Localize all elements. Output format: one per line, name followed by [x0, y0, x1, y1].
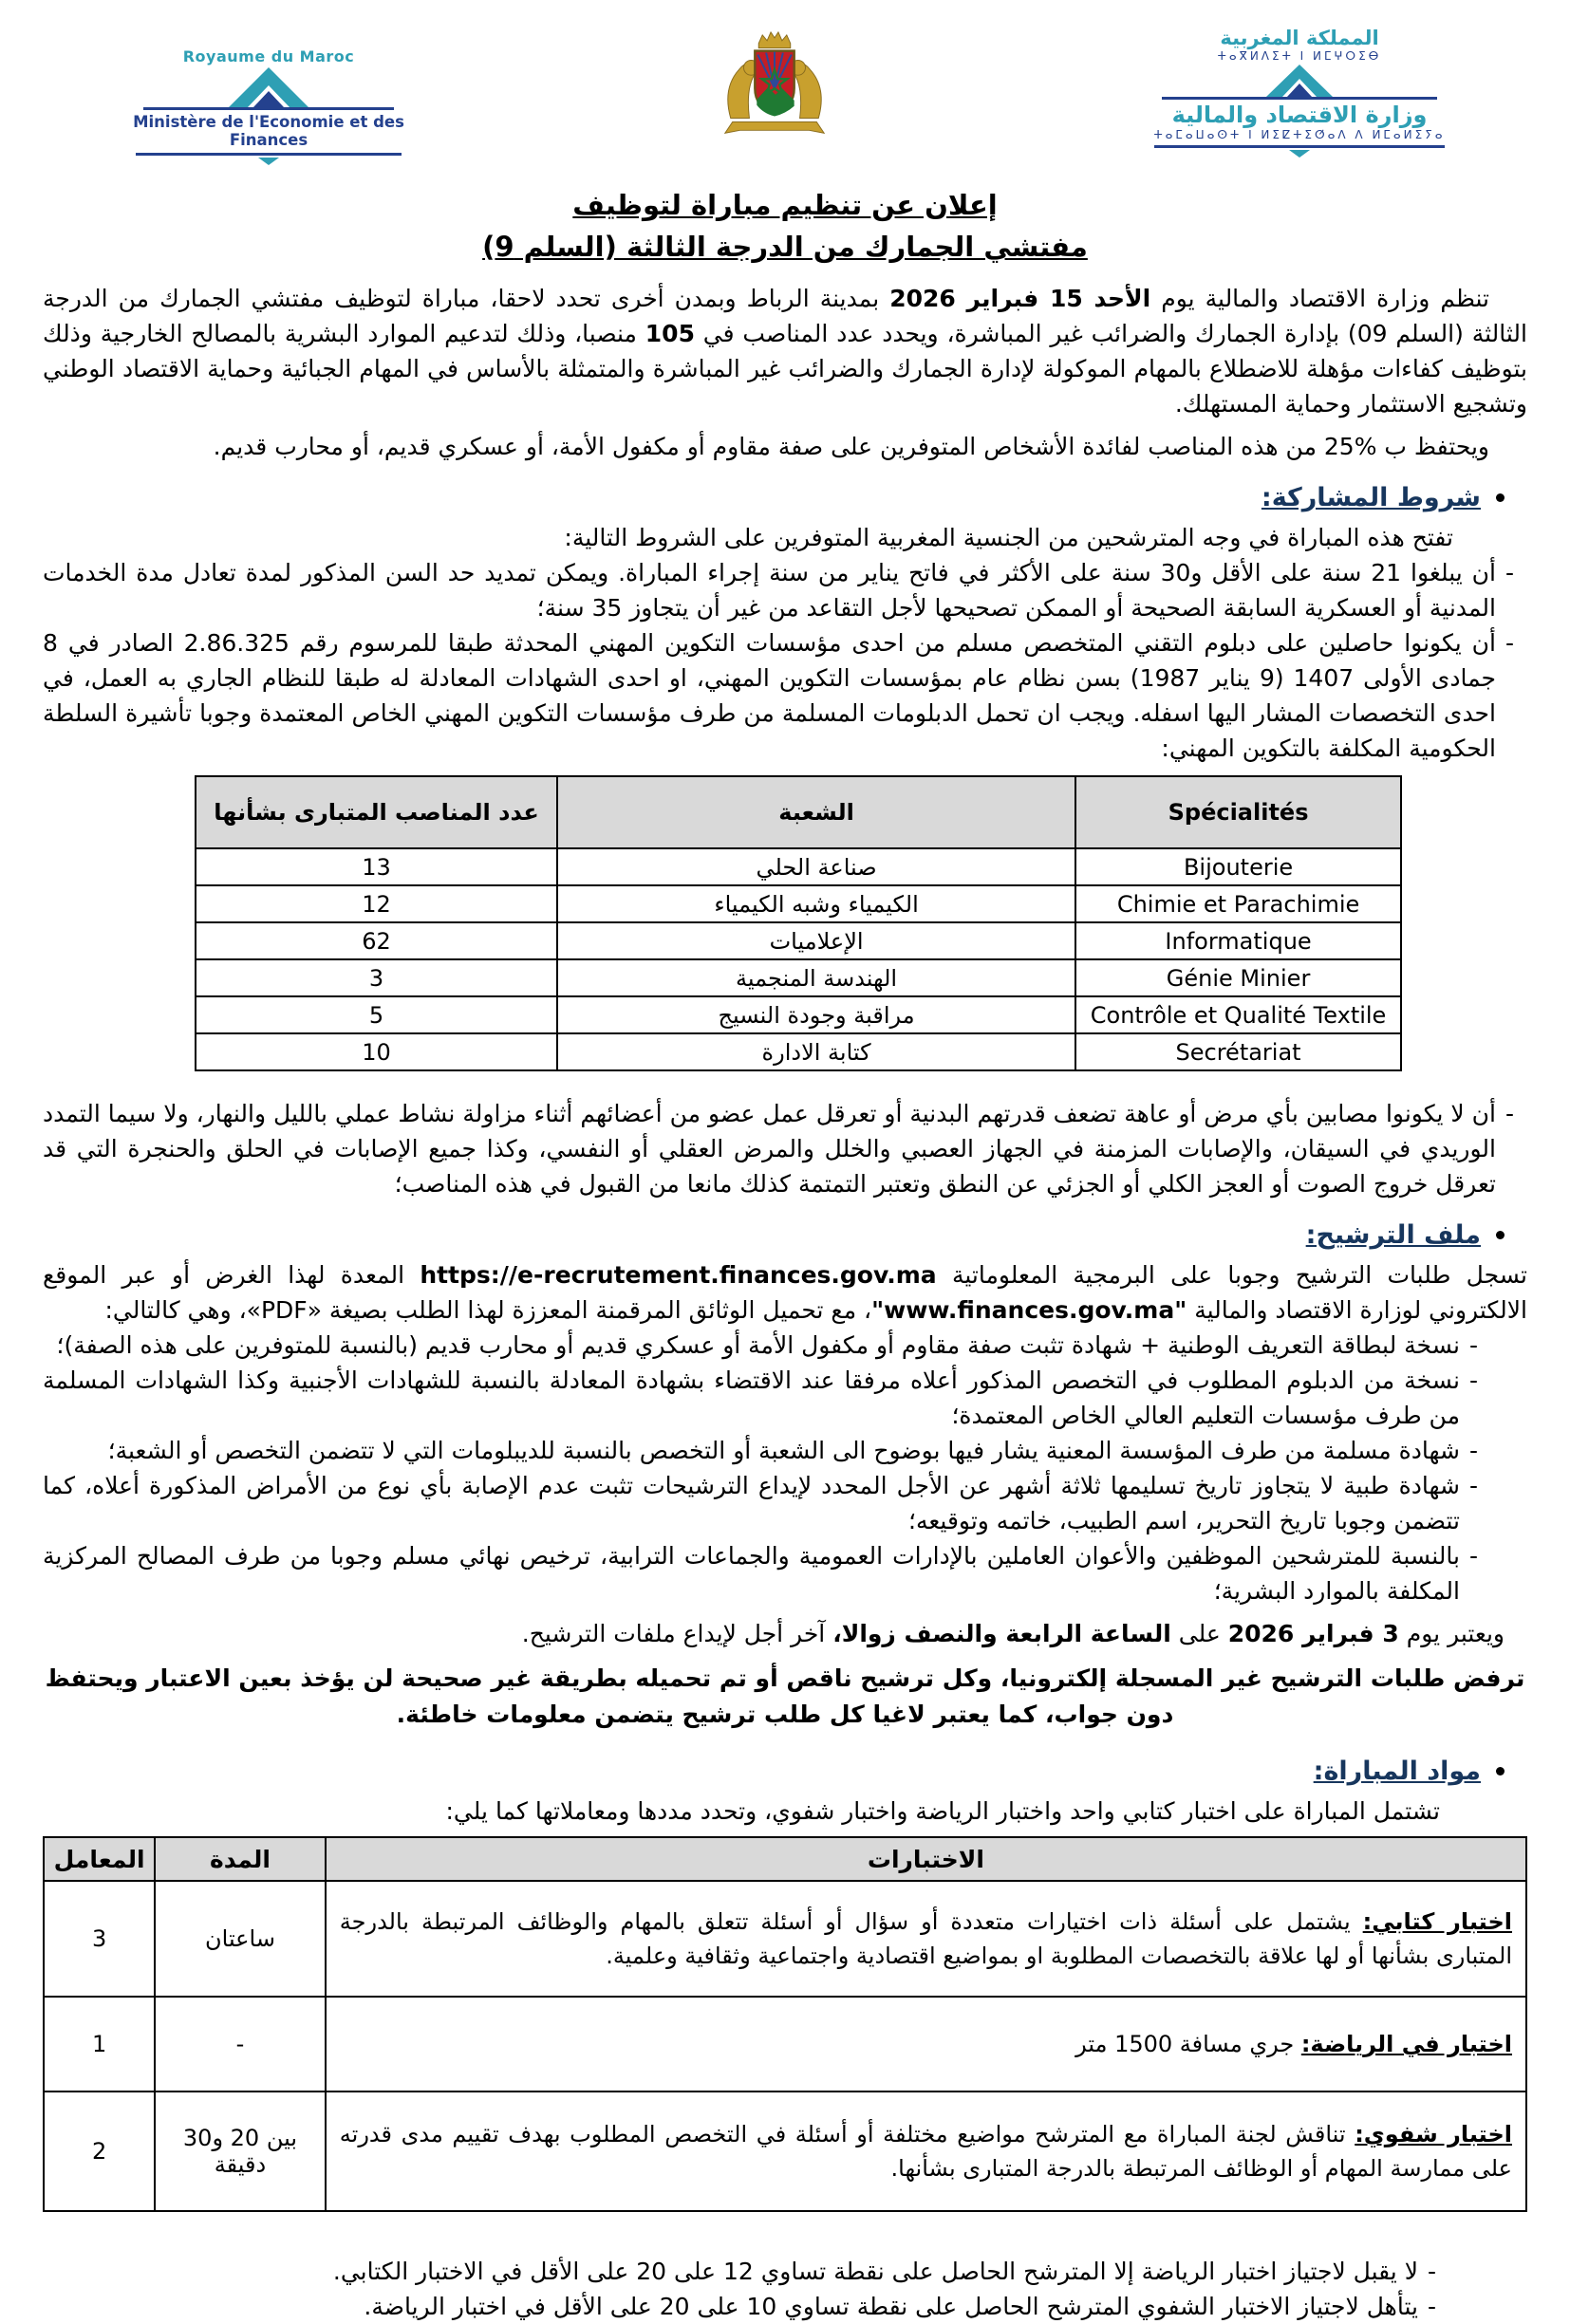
final-notes	[43, 2254, 1527, 2324]
bullet-icon	[1496, 493, 1505, 502]
note-sport-threshold: - يتأهل لاجتياز الاختبار الشفوي المترشح الحاصل على نقطة تساوي 10 على 20 على الأقل في اختبار الرياضة.	[364, 2293, 1436, 2320]
condition-health-wrap	[43, 1096, 1527, 1201]
exam-date: الأحد 15 فبراير 2026	[889, 285, 1151, 312]
document-employer-authorization: - بالنسبة للمترشحين الموظفين والأعوان العاملين بالإدارات العمومية والجماعات الترابية، ترخيص نهائي مسلم وجوبا من طرف المصالح المركزية المكلفة بالموارد البشرية؛	[43, 1542, 1478, 1605]
document-branch-attestation: - شهادة مسلمة من طرف المؤسسة المعنية يشار فيها بوضوح الى الشعبة أو التخصص بالنسبة للديبلومات التي لا تتضمن التخصص أو الشعبة؛	[107, 1437, 1478, 1464]
note-written-threshold: - لا يقبل لاجتياز اختبار الرياضة إلا المترشح الحاصل على نقطة تساوي 12 على 20 على الأقل في الاختبار الكتابي.	[332, 2258, 1436, 2285]
header-tests: الاختبارات	[326, 1837, 1526, 1881]
condition-health: - أن لا يكونوا مصابين بأي مرض أو عاهة تضعف قدرتهم البدنية أو تعرقل عمل عضو من أعضائهم أثناء مزاولة نشاط عملي بالليل والنهار، ولا سيما التمدد الوريدي في السيقان، والإصابات المزمنة في الجهاز العصبي والخلل والمرض العقلي أو النفسي، وكذا جميع الإصابات في الحلق والحنجرة التي قد تعرقل خروج الصوت أو العجز الكلي أو الجزئي عن النطق وتعتبر التمتمة كذلك مانعا من القبول في هذه المناصب؛	[43, 1100, 1514, 1198]
exam-intro: تشتمل المباراة على اختبار كتابي واحد واختبار الرياضة واختبار شفوي، وتحدد مددها ومعاملاتها كما يلي:	[445, 1797, 1440, 1825]
exam-row-sport: اختبار في الرياضة: جري مسافة 1500 متر - 1	[44, 1997, 1526, 2092]
rejection-warning: ترفض طلبات الترشيح غير المسجلة إلكترونيا، وكل ترشيح ناقص أو تم تحميله بطريقة غير صحيحة لن يؤخذ بعين الاعتبار ويحتفظ دون جواب، كما يعتبر لاغيا كل طلب ترشيح يتضمن معلومات خاطئة.	[45, 1664, 1525, 1728]
header-specialty-fr: Spécialités	[1075, 776, 1401, 848]
ministry-label-fr: Ministère de l'Economie et des Finances	[133, 113, 404, 149]
oral-test-coefficient: 2	[44, 2092, 155, 2211]
document-header	[43, 21, 1527, 171]
header-coefficient: المعامل	[44, 1837, 155, 1881]
bullet-icon	[1496, 1231, 1505, 1239]
table-row: Secrétariat كتابة الادارة 10	[196, 1033, 1401, 1070]
logo-baseline-icon	[1143, 143, 1456, 158]
quota-paragraph: ويحتفظ ب %25 من هذه المناصب لفائدة الأشخاص المتوفرين على صفة مقاوم أو مكفول الأمة، أو عسكري قديم، أو محارب قديم.	[213, 433, 1489, 460]
exam-header-row	[44, 1837, 1526, 1881]
exam-row-oral: اختبار شفوي: تناقش لجنة المباراة مع المترشح مواضيع مختلفة أو أسئلة في التخصص المطلوب بهدف تقييم مدى قدرته على ممارسة المهام أو الوظائف المرتبطة بالدرجة المتبارى بشأنها. بين 20 و30 دقيقة 2	[44, 2092, 1526, 2211]
ministry-logo-french	[117, 27, 421, 166]
table-row: Contrôle et Qualité Textile مراقبة وجودة النسيج 5	[196, 996, 1401, 1033]
kingdom-label-tifinagh: ⵜⴰⴳⵍⴷⵉⵜ ⵏ ⵍⵎⵖⵔⵉⴱ	[1217, 49, 1382, 63]
header-branch-ar: الشعبة	[557, 776, 1075, 848]
ministry-triangle-icon	[126, 67, 411, 111]
deadline-paragraph: ويعتبر يوم 3 فبراير 2026 على الساعة الرابعة والنصف زوالا، آخر أجل لإيداع ملفات الترشيح.	[521, 1620, 1505, 1647]
section-application	[43, 1220, 1527, 1250]
section-participation-title: شروط المشاركة:	[1261, 483, 1481, 512]
oral-test-duration: بين 20 و30 دقيقة	[155, 2092, 326, 2211]
kingdom-label-ar: المملكة المغربية	[1220, 27, 1379, 49]
ministry-logo-arabic	[1129, 27, 1470, 158]
application-paragraph: تسجل طلبات الترشيح وجوبا على البرمجية المعلوماتية https://e-recrutement.finances.gov.ma المعدة لهذا الغرض أو عبر الموقع الالكتروني لوزارة الاقتصاد والمالية "www.finances.gov.ma"، مع تحميل الوثائق المرقمنة المعززة لهذا الطلب بصيغة «PDF»، وهي كالتالي:	[43, 1261, 1527, 1324]
moroccan-coat-of-arms	[714, 28, 835, 140]
specialties-header-row	[196, 776, 1401, 848]
oral-test-label: اختبار شفوي:	[1355, 2121, 1512, 2147]
sport-test-coefficient: 1	[44, 1997, 155, 2092]
document-id-card: - نسخة لبطاقة التعريف الوطنية + شهادة تثبت صفة مقاوم أو مكفول الأمة أو عسكري قديم أو محارب قديم (بالنسبة للمتوفرين على هذه الصفة)؛	[56, 1331, 1478, 1359]
section-participation	[43, 483, 1527, 512]
written-test-label: اختبار كتابي:	[1362, 1908, 1512, 1935]
written-test-coefficient: 3	[44, 1881, 155, 1997]
section-exam-title: مواد المباراة:	[1313, 1757, 1481, 1786]
deadline-time: الساعة الرابعة والنصف زوالا،	[832, 1620, 1171, 1647]
ministry-label-ar: وزارة الاقتصاد والمالية	[1171, 102, 1428, 128]
exam-table	[43, 1836, 1527, 2212]
application-documents-list	[43, 1328, 1527, 1608]
sport-test-duration: -	[155, 1997, 326, 2092]
kingdom-label-fr: Royaume du Maroc	[182, 47, 355, 65]
ministry-website-url: "www.finances.gov.ma"	[871, 1296, 1187, 1324]
posts-count: 105	[645, 320, 695, 347]
recruitment-url: https://e-recrutement.finances.gov.ma	[420, 1261, 937, 1289]
deadline-date: 3 فبراير 2026	[1227, 1620, 1399, 1647]
table-row: Informatique الإعلاميات 62	[196, 922, 1401, 959]
ministry-triangle-icon	[1143, 65, 1456, 101]
table-row: Chimie et Parachimie الكيمياء وشبه الكيمياء 12	[196, 885, 1401, 922]
title-line-1: إعلان عن تنظيم مباراة لتوظيف	[572, 189, 998, 221]
table-row: Génie Minier الهندسة المنجمية 3	[196, 959, 1401, 996]
participation-intro: تفتح هذه المباراة في وجه المترشحين من الجنسية المغربية المتوفرين على الشروط التالية:	[564, 524, 1453, 551]
announcement-title	[43, 184, 1527, 268]
exam-row-written: اختبار كتابي: يشتمل على أسئلة ذات اختيارات متعددة أو سؤال أو أسئلة تتعلق بالمهام والوظائف المرتبطة بالدرجة المتبارى بشأنها أو لها علاقة بالتخصصات المطلوبة او بمواضيع اقتصادية واجتماعية وثقافية وعلمية. ساعتان 3	[44, 1881, 1526, 1997]
section-application-title: ملف الترشيح:	[1305, 1220, 1481, 1250]
header-posts-count: عدد المناصب المتبارى بشأنها	[196, 776, 557, 848]
logo-baseline-icon	[126, 151, 411, 166]
document-diploma-copy: - نسخة من الدبلوم المطلوب في التخصص المذكور أعلاه مرفقا عند الاقتضاء بشهادة المعادلة بالنسبة للشهادات الأجنبية وكذا الشهادات المسلمة من طرف مؤسسات التعليم العالي الخاص المعتمدة؛	[43, 1367, 1478, 1429]
written-test-duration: ساعتان	[155, 1881, 326, 1997]
condition-diploma: - أن يكونوا حاصلين على دبلوم التقني المتخصص مسلم من احدى مؤسسات التكوين المهني المحدثة طبقا للمرسوم رقم 2.86.325 الصادر في 8 جمادى الأولى 1407 (9 يناير 1987) بسن نظام عام بمؤسسات التكوين المهني، او احدى الشهادات المعادلة له طبقا للنظام الجاري به العمل، في احدى التخصصات المشار اليها اسفله. ويجب ان تحمل الدبلومات المسلمة من طرف مؤسسات التكوين المهني الخاص المعتمدة وجوبا تأشيرة السلطة الحكومية المكلفة بالتكوين المهني:	[43, 629, 1514, 762]
participation-conditions-list	[43, 555, 1527, 766]
sport-test-label: اختبار في الرياضة:	[1300, 2031, 1512, 2057]
ministry-label-tifinagh: ⵜⴰⵎⴰⵡⴰⵙⵜ ⵏ ⵍⵉⵇⵜⵉⵚⴰⴷ ⴷ ⵍⵎⴰⵍⵉⵢⴰ	[1153, 128, 1446, 141]
header-duration: المدة	[155, 1837, 326, 1881]
section-exam	[43, 1757, 1527, 1786]
intro-paragraph: تنظم وزارة الاقتصاد والمالية يوم الأحد 15 فبراير 2026 بمدينة الرباط وبمدن أخرى تحدد لاحقا، مباراة لتوظيف مفتشي الجمارك من الدرجة الثالثة (السلم 09) بإدارة الجمارك والضرائب غير المباشرة، ويحدد عدد المناصب في 105 منصبا، وذلك لتدعيم الموارد البشرية بالمصالح الخارجية وذلك بتوظيف كفاءات مؤهلة للاضطلاع بالمهام الموكولة لإدارة الجمارك والضرائب غير المباشرة والمتمثلة بالأساس في المهام الجبائية وحماية الاقتصاد الوطني وتشجيع الاستثمار وحماية المستهلك.	[43, 285, 1527, 418]
bullet-icon	[1496, 1767, 1505, 1776]
table-row: Bijouterie صناعة الحلي 13	[196, 848, 1401, 885]
specialties-table	[195, 775, 1402, 1071]
title-line-2: مفتشي الجمارك من الدرجة الثالثة (السلم 9)	[482, 231, 1088, 263]
document-medical-certificate: - شهادة طبية لا يتجاوز تاريخ تسليمها ثلاثة أشهر عن الأجل المحدد لإيداع الترشيحات تثبت عدم الإصابة بأي نوع من الأمراض المذكورة أعلاه، كما تتضمن وجوبا تاريخ التحرير، اسم الطبيب، خاتمه وتوقيعه؛	[43, 1472, 1478, 1534]
condition-age: - أن يبلغوا 21 سنة على الأقل و30 سنة على الأكثر في فاتح يناير من سنة إجراء المباراة. ويمكن تمديد حد السن المذكور لمدة تعادل مدة الخدمات المدنية أو العسكرية السابقة الصحيحة أو الممكن تصحيحها لأجل التقاعد من غير أن يتجاوز 35 سنة؛	[43, 559, 1514, 622]
